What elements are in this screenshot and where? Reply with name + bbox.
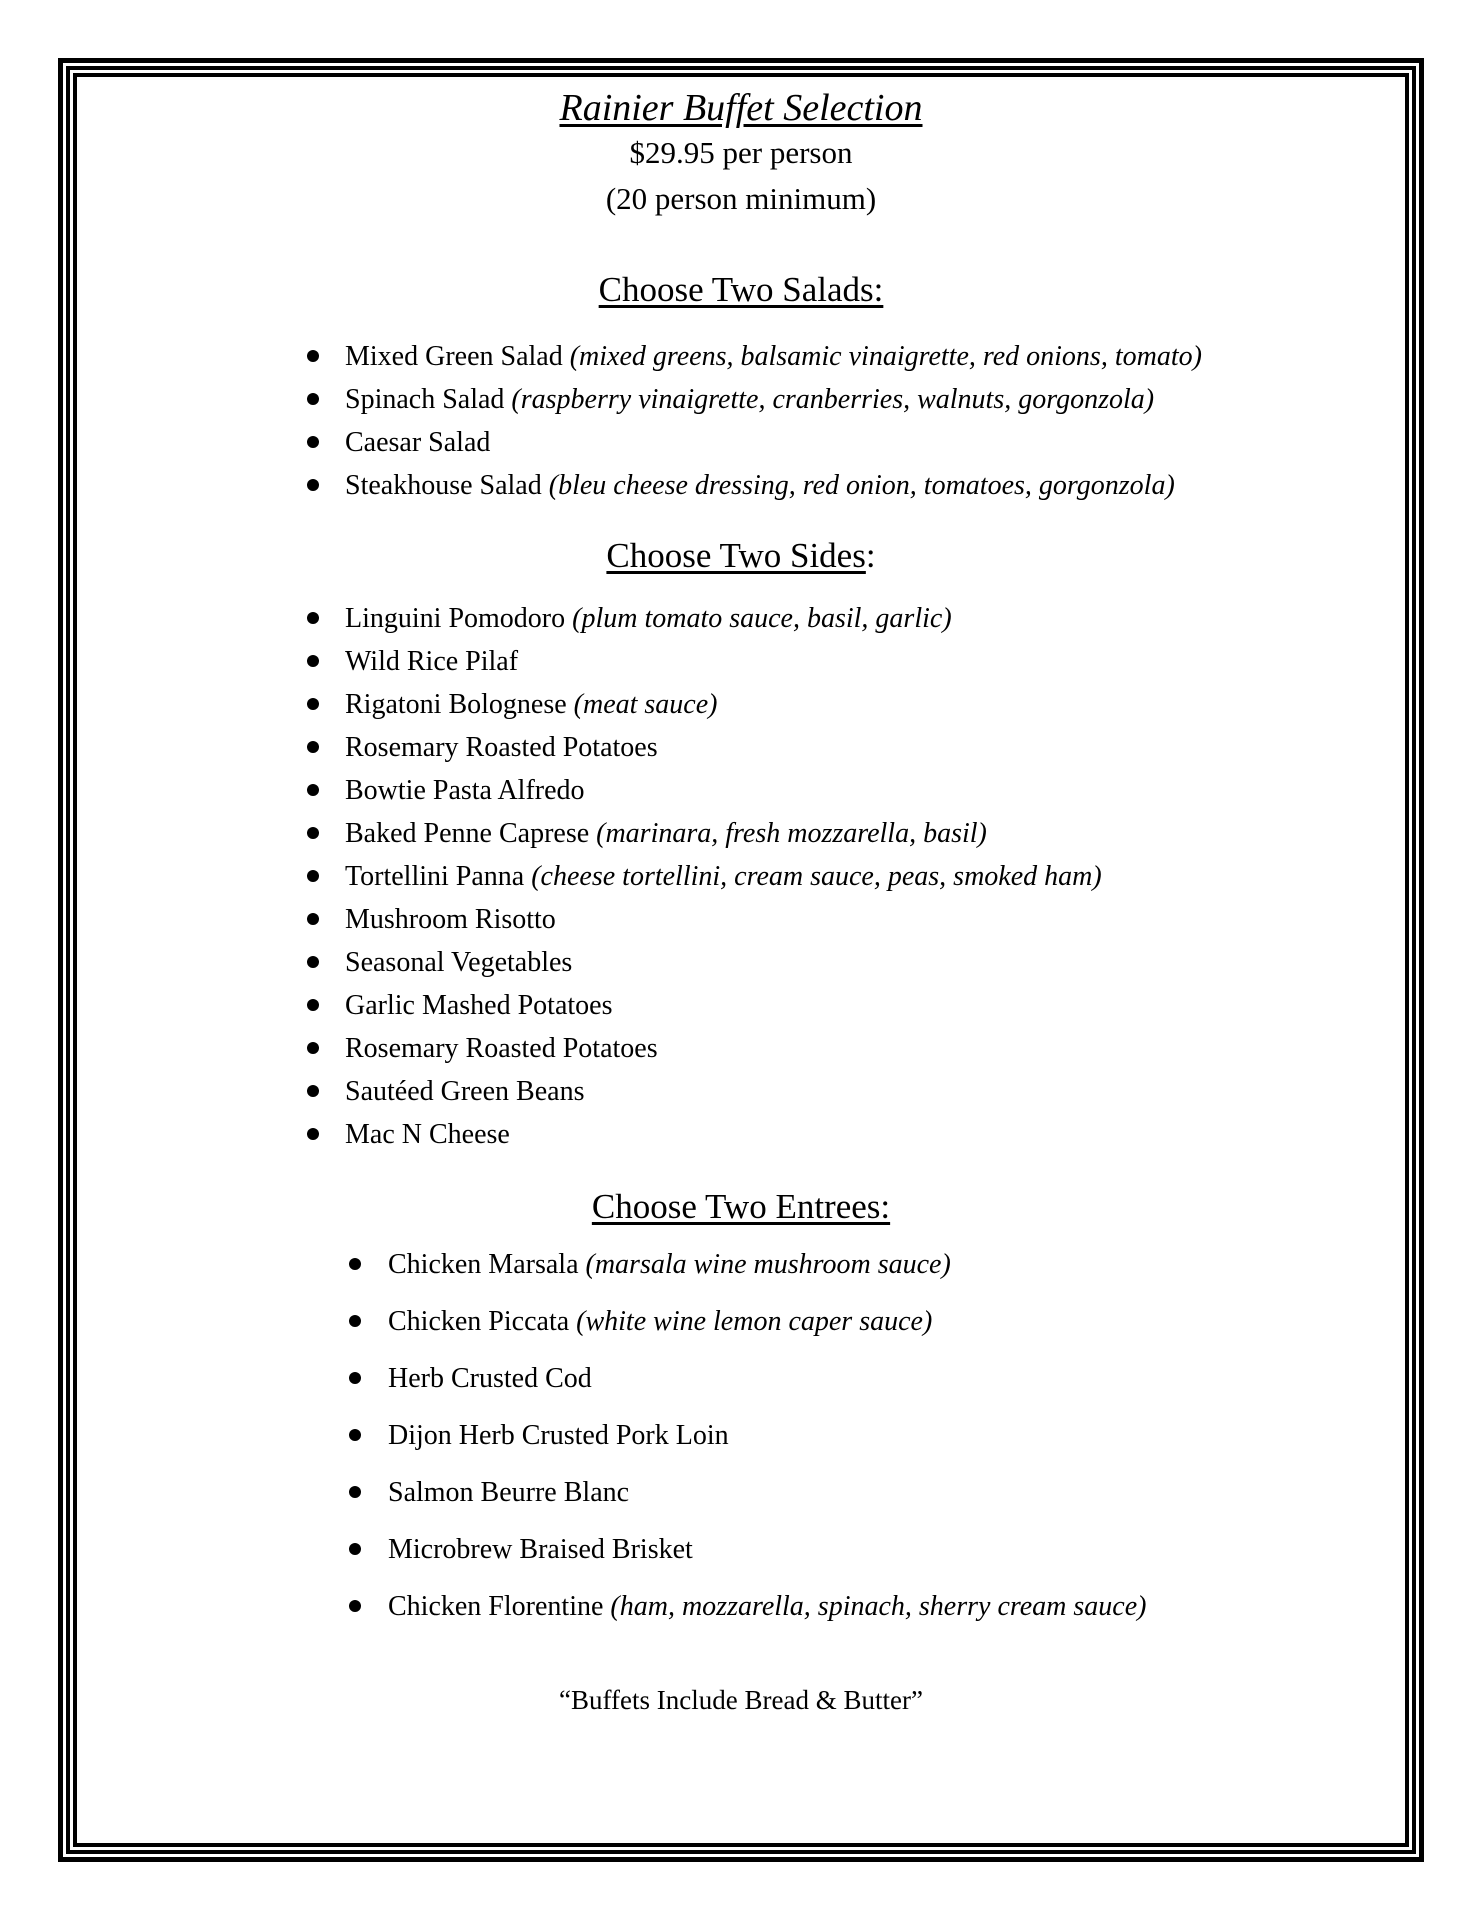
menu-item	[345, 464, 1406, 507]
bullet-icon	[307, 1128, 319, 1140]
menu-item	[345, 378, 1406, 421]
menu-item	[345, 984, 1406, 1027]
item-name: Mac N Cheese	[345, 1119, 510, 1150]
item-detail: (white wine lemon caper sauce)	[576, 1306, 933, 1337]
bullet-icon	[307, 350, 319, 362]
entrees-list	[76, 1236, 1406, 1635]
item-name: Linguini Pomodoro	[345, 603, 566, 634]
menu-item	[345, 335, 1406, 378]
item-name: Sautéed Green Beans	[345, 1076, 585, 1107]
bullet-icon	[307, 999, 319, 1011]
menu-item	[345, 1070, 1406, 1113]
bullet-icon	[307, 827, 319, 839]
item-name: Rosemary Roasted Potatoes	[345, 732, 658, 763]
bullet-icon	[307, 913, 319, 925]
menu-title: Rainier Buffet Selection	[559, 87, 923, 129]
bullet-icon	[349, 1543, 361, 1555]
item-detail: (meat sauce)	[573, 689, 718, 720]
bullet-icon	[307, 1042, 319, 1054]
item-name: Steakhouse Salad	[345, 470, 542, 501]
item-name: Seasonal Vegetables	[345, 947, 573, 978]
bullet-icon	[307, 956, 319, 968]
menu-item	[345, 898, 1406, 941]
bullet-icon	[307, 741, 319, 753]
bullet-icon	[307, 655, 319, 667]
menu-item	[388, 1578, 1406, 1635]
bullet-icon	[349, 1429, 361, 1441]
menu-item	[388, 1521, 1406, 1578]
bullet-icon	[349, 1600, 361, 1612]
item-detail: (cheese tortellini, cream sauce, peas, smoked ham)	[531, 861, 1102, 892]
salads-section-heading: Choose Two Salads:	[598, 270, 884, 309]
bullet-icon	[307, 479, 319, 491]
menu-item	[345, 769, 1406, 812]
menu-item	[388, 1350, 1406, 1407]
bullet-icon	[307, 612, 319, 624]
bullet-icon	[307, 698, 319, 710]
menu-item	[345, 941, 1406, 984]
person-minimum: (20 person minimum)	[605, 181, 877, 216]
bullet-icon	[307, 870, 319, 882]
bullet-icon	[307, 1085, 319, 1097]
item-name: Chicken Marsala	[388, 1249, 579, 1280]
menu-item	[388, 1236, 1406, 1293]
item-name: Garlic Mashed Potatoes	[345, 990, 613, 1021]
item-name: Wild Rice Pilaf	[345, 646, 519, 677]
item-name: Dijon Herb Crusted Pork Loin	[388, 1420, 729, 1451]
item-detail: (bleu cheese dressing, red onion, tomatoes, gorgonzola)	[548, 470, 1175, 501]
menu-item	[388, 1293, 1406, 1350]
menu-item	[345, 683, 1406, 726]
item-name: Mushroom Risotto	[345, 904, 556, 935]
bullet-icon	[349, 1486, 361, 1498]
item-detail: (plum tomato sauce, basil, garlic)	[572, 603, 952, 634]
item-name: Chicken Piccata	[388, 1306, 570, 1337]
item-detail: (ham, mozzarella, spinach, sherry cream sauce)	[610, 1591, 1147, 1622]
menu-item	[388, 1407, 1406, 1464]
menu-item	[345, 1027, 1406, 1070]
menu-item	[345, 421, 1406, 464]
item-name: Chicken Florentine	[388, 1591, 604, 1622]
item-detail: (marsala wine mushroom sauce)	[585, 1249, 951, 1280]
item-name: Herb Crusted Cod	[388, 1363, 592, 1394]
bullet-icon	[349, 1315, 361, 1327]
item-detail: (marinara, fresh mozzarella, basil)	[596, 818, 987, 849]
price-per-person: $29.95 per person	[629, 135, 853, 170]
item-name: Mixed Green Salad	[345, 341, 563, 372]
item-name: Bowtie Pasta Alfredo	[345, 775, 585, 806]
item-detail: (raspberry vinaigrette, cranberries, walnuts, gorgonzola)	[511, 384, 1155, 415]
bullet-icon	[307, 393, 319, 405]
sides-section-heading: Choose Two Sides:	[606, 536, 876, 575]
item-name: Rosemary Roasted Potatoes	[345, 1033, 658, 1064]
buffet-note: “Buffets Include Bread & Butter”	[559, 1685, 923, 1715]
menu-item	[345, 1113, 1406, 1156]
item-name: Spinach Salad	[345, 384, 505, 415]
menu-item	[345, 597, 1406, 640]
item-name: Rigatoni Bolognese	[345, 689, 567, 720]
menu-item	[345, 640, 1406, 683]
bullet-icon	[349, 1372, 361, 1384]
item-name: Microbrew Braised Brisket	[388, 1534, 693, 1565]
item-name: Tortellini Panna	[345, 861, 525, 892]
bullet-icon	[349, 1258, 361, 1270]
menu-item	[345, 855, 1406, 898]
menu-item	[388, 1464, 1406, 1521]
bullet-icon	[307, 784, 319, 796]
salads-list	[76, 335, 1406, 507]
menu-item	[345, 726, 1406, 769]
item-name: Salmon Beurre Blanc	[388, 1477, 630, 1508]
item-name: Caesar Salad	[345, 427, 491, 458]
menu-page	[76, 76, 1406, 1718]
sides-list	[76, 597, 1406, 1156]
item-detail: (mixed greens, balsamic vinaigrette, red onions, tomato)	[569, 341, 1202, 372]
menu-item	[345, 812, 1406, 855]
entrees-section-heading: Choose Two Entrees:	[591, 1187, 891, 1226]
item-name: Baked Penne Caprese	[345, 818, 590, 849]
bullet-icon	[307, 436, 319, 448]
